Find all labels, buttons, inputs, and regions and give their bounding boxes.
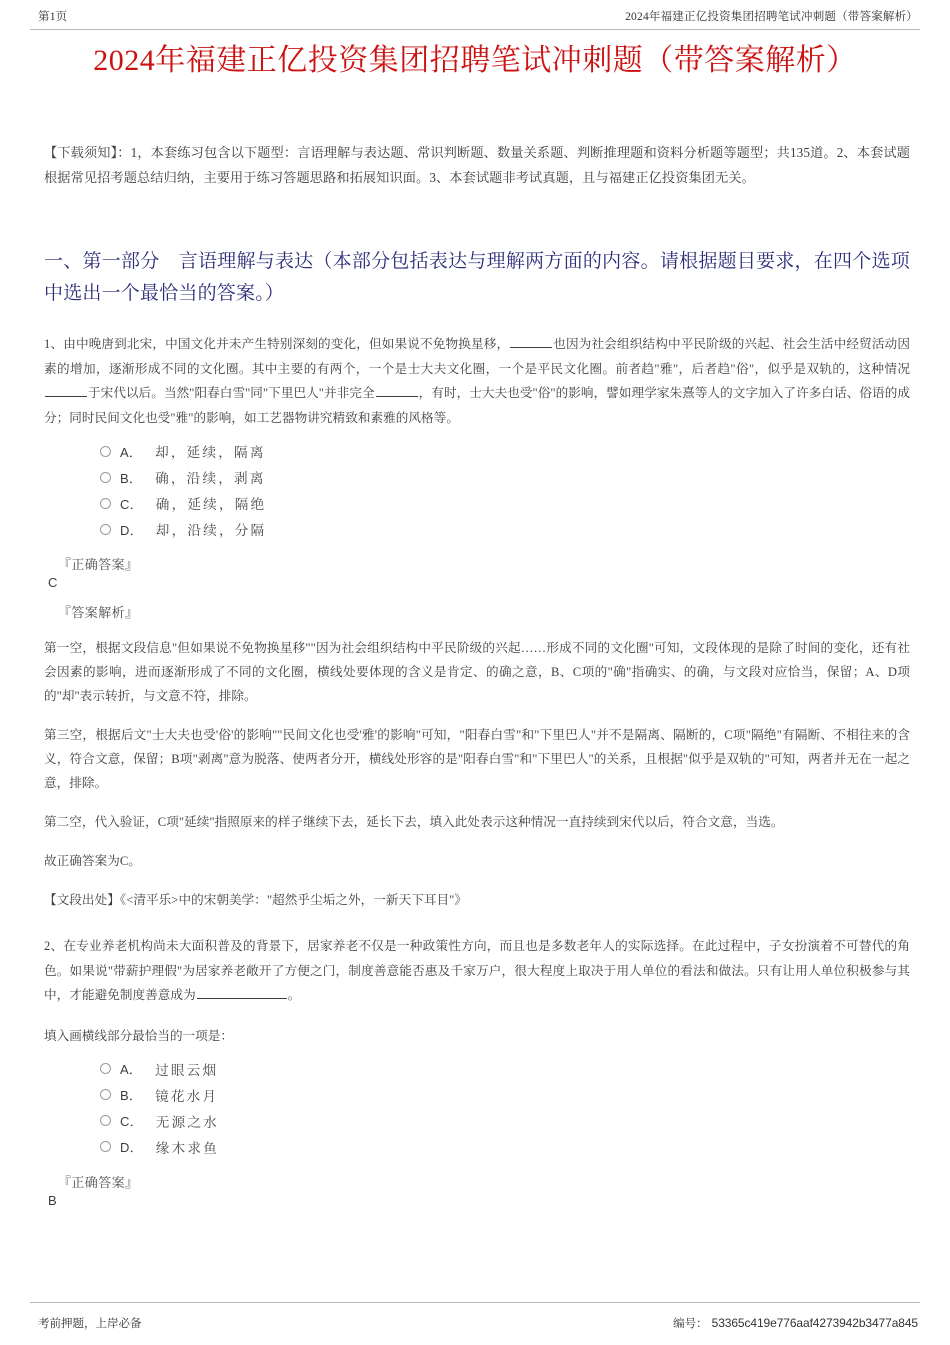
question-stem <box>44 934 910 1008</box>
page-number: 第1页 <box>38 11 68 23</box>
radio-button-icon[interactable] <box>100 524 111 535</box>
document-header <box>38 8 920 30</box>
question-block <box>44 934 910 1208</box>
question-stem <box>44 332 910 430</box>
radio-button-icon[interactable] <box>100 1141 111 1152</box>
option-letter: D． <box>120 522 143 538</box>
analysis-source: 【文段出处】《<清平乐>中的宋朝美学："超然乎尘垢之外，一新天下耳目"》 <box>44 893 467 907</box>
header-running-title: 2024年福建正亿投资集团招聘笔试冲刺题（带答案解析） <box>625 11 918 23</box>
section-heading: 一、第一部分 言语理解与表达（本部分包括表达与理解两方面的内容。请根据题目要求，在四个选项中选出一个最恰当的答案。） <box>44 251 910 304</box>
analysis-paragraph: 第三空，根据后文"士大夫也受'俗'的影响""民间文化也受'雅'的影响"可知，"阳春白雪"和"下里巴人"并不是隔离、隔断的，C项"隔绝"有隔断、不相往来的含义，符合文意，保留；B项"剥离"意为脱落、使两者分开，横线处形容的是"阳春白雪"和"下里巴人"的关系，且根据"似乎是双轨的"可知，两者并无在一起之意，排除。 <box>44 728 910 790</box>
option-label: 镜花水月 <box>155 1088 219 1104</box>
option-row-b[interactable] <box>100 464 910 490</box>
option-row-d[interactable] <box>100 1134 910 1160</box>
option-letter: A． <box>120 1062 143 1077</box>
correct-answer-value: C <box>48 575 58 590</box>
download-notice: 【下载须知】：1，本套练习包含以下题型：言语理解与表达题、常识判断题、数量关系题、判断推理题和资料分析题等题型；共135道。2、本套试题根据常见招考题总结归纳，主要用于练习答题思路和拓展知识面。3、本套试题非考试真题，且与福建正亿投资集团无关。 <box>44 145 910 185</box>
analysis-paragraph: 第二空，代入验证，C项"延续"指照原来的样子继续下去，延长下去，填入此处表示这种情况一直持续到宋代以后，符合文意，当选。 <box>44 815 784 829</box>
footer-divider <box>30 1302 920 1303</box>
analysis-paragraph: 第一空，根据文段信息"但如果说不免物换星移""因为社会组织结构中平民阶级的兴起……形成不同的文化圈"可知，文段体现的是除了时间的变化，还有社会因素的影响，进而逐渐形成了不同的文化圈，横线处要体现的含义是肯定、的确之意，B、C项的"确"指确实、的确，与文段对应恰当，保留；A、D项的"却"表示转折，与文意不符，排除。 <box>44 641 910 703</box>
option-letter: B． <box>120 470 143 486</box>
answer-blank <box>45 384 87 397</box>
option-letter: C． <box>120 496 143 512</box>
page-title: 2024年福建正亿投资集团招聘笔试冲刺题（带答案解析） <box>93 44 857 77</box>
option-label: 确，沿续，剥离 <box>155 471 266 486</box>
option-label: 却，沿续，分隔 <box>155 523 267 538</box>
header-divider <box>30 29 920 30</box>
radio-button-icon[interactable] <box>100 1089 111 1100</box>
document-body <box>44 140 910 1208</box>
footer-slogan: 考前押题，上岸必备 <box>38 1318 142 1330</box>
options-list <box>44 1056 910 1160</box>
answer-blank <box>197 986 287 999</box>
radio-button-icon[interactable] <box>100 446 111 457</box>
footer-serial <box>673 1315 918 1331</box>
analysis-conclusion: 故正确答案为C。 <box>44 854 141 868</box>
option-label: 缘木求鱼 <box>155 1140 219 1156</box>
question-stem-part-2: 也因为社会组织结构中平民阶级的兴起、社会生活中经贸活动因素的增加，逐渐形成不同的文化圈。其中主要的有两个，一个是士大夫文化圈，一个是平民文化圈。前者趋"雅"，后者趋"俗"，似乎是双轨的，这种情况 <box>44 337 911 376</box>
option-row-a[interactable] <box>100 1056 910 1082</box>
answer-analysis-label: 『答案解析』 <box>58 605 139 620</box>
question-stem-part-2: 。 <box>287 988 301 1002</box>
correct-answer-value: B <box>48 1192 57 1208</box>
option-row-c[interactable] <box>100 490 910 516</box>
question-stem-part-4: ，有时，士大夫也受"俗"的影响，譬如理学家朱熹等人的文字加入了许多白话、俗语的成分；同时民间文化也受"雅"的影响，如工艺器物讲究精致和素雅的风格等。 <box>44 386 910 425</box>
option-label: 无源之水 <box>155 1114 219 1130</box>
option-label: 确，延续，隔绝 <box>155 497 267 512</box>
option-letter: C． <box>120 1114 143 1129</box>
option-row-c[interactable] <box>100 1108 910 1134</box>
radio-button-icon[interactable] <box>100 1063 111 1074</box>
question-stem-part-3: 于宋代以后。当然"阳春白雪"同"下里巴人"并非完全 <box>88 386 375 400</box>
serial-label: 编号： <box>673 1318 708 1330</box>
serial-value: 53365c419e776aaf4273942b3477a845 <box>711 1316 918 1330</box>
option-row-d[interactable] <box>100 516 910 542</box>
option-letter: A． <box>120 444 143 460</box>
document-footer <box>38 1315 918 1331</box>
question-number: 1、 <box>44 337 64 351</box>
option-letter: B． <box>120 1088 143 1103</box>
option-letter: D． <box>120 1140 143 1155</box>
question-stem-part-1: 在专业养老机构尚未大面积普及的背景下，居家养老不仅是一种政策性方向，而且也是多数老年人的实际选择。在此过程中，子女扮演着不可替代的角色。如果说"带薪护理假"为居家养老敞开了方便之门，制度善意能否惠及千家万户，很大程度上取决于用人单位的看法和做法。只有让用人单位积极参与其中，才能避免制度善意成为 <box>44 939 910 1002</box>
correct-answer-label: 『正确答案』 <box>58 1174 139 1190</box>
option-row-b[interactable] <box>100 1082 910 1108</box>
answer-blank <box>510 335 552 348</box>
option-row-a[interactable] <box>100 438 910 464</box>
radio-button-icon[interactable] <box>100 1115 111 1126</box>
question-prompt: 填入画横线部分最恰当的一项是： <box>44 1028 233 1043</box>
question-number: 2、 <box>44 939 64 953</box>
radio-button-icon[interactable] <box>100 472 111 483</box>
option-label: 却，延续，隔离 <box>155 445 266 460</box>
radio-button-icon[interactable] <box>100 498 111 509</box>
question-stem-part-1: 由中晚唐到北宋，中国文化并未产生特别深刻的变化，但如果说不免物换星移， <box>63 337 510 351</box>
options-list <box>44 438 910 542</box>
option-label: 过眼云烟 <box>155 1062 219 1078</box>
answer-blank <box>376 384 418 397</box>
question-block <box>44 332 910 912</box>
correct-answer-label: 『正确答案』 <box>58 557 139 572</box>
